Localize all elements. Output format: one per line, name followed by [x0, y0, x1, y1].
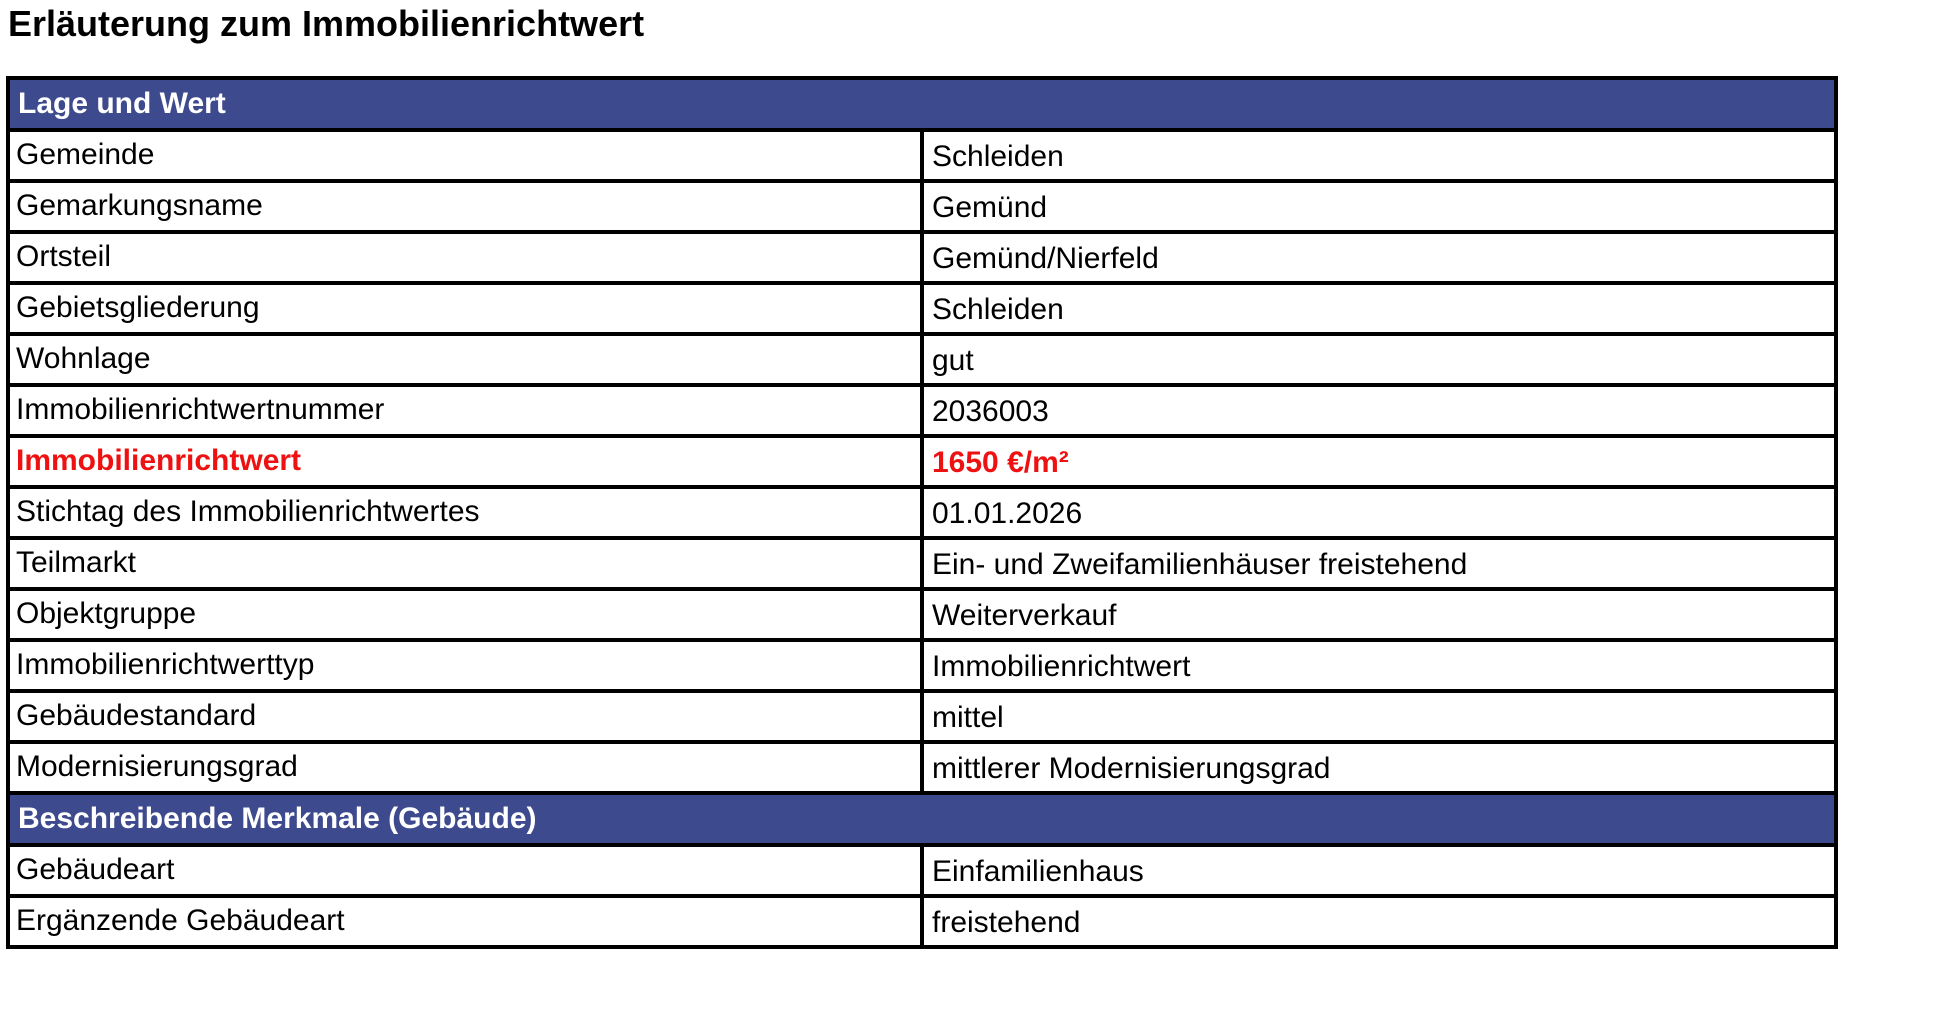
- row-value: gut: [922, 334, 1836, 385]
- row-value: Ein- und Zweifamilienhäuser freistehend: [922, 538, 1836, 589]
- row-value: Immobilienrichtwert: [922, 640, 1836, 691]
- row-label: Gebietsgliederung: [8, 283, 922, 334]
- row-label: Gebäudestandard: [8, 691, 922, 742]
- row-value: freistehend: [922, 896, 1836, 947]
- row-value: mittlerer Modernisierungsgrad: [922, 742, 1836, 793]
- section-heading: Beschreibende Merkmale (Gebäude): [8, 793, 1836, 845]
- table-row-gemarkungsname: [8, 181, 1836, 232]
- table-row-immobilienrichtwerttyp: [8, 640, 1836, 691]
- row-value: mittel: [922, 691, 1836, 742]
- table-row-gebaeudestandard: [8, 691, 1836, 742]
- table-row-gemeinde: [8, 130, 1836, 181]
- row-label: Modernisierungsgrad: [8, 742, 922, 793]
- table-row-gebaeudeart: [8, 845, 1836, 896]
- row-value: Gemünd/Nierfeld: [922, 232, 1836, 283]
- table-row-immobilienrichtwertnummer: [8, 385, 1836, 436]
- page-title: Erläuterung zum Immobilienrichtwert: [8, 3, 645, 44]
- row-label: Wohnlage: [8, 334, 922, 385]
- section-header-beschreibende-merkmale: [8, 793, 1836, 845]
- table-row-immobilienrichtwert: [8, 436, 1836, 487]
- row-label: Gebäudeart: [8, 845, 922, 896]
- row-value: 01.01.2026: [922, 487, 1836, 538]
- section-heading: Lage und Wert: [8, 78, 1836, 130]
- row-label: Objektgruppe: [8, 589, 922, 640]
- row-label: Ergänzende Gebäudeart: [8, 896, 922, 947]
- row-value: Einfamilienhaus: [922, 845, 1836, 896]
- row-label: Gemarkungsname: [8, 181, 922, 232]
- row-value: Weiterverkauf: [922, 589, 1836, 640]
- row-label: Stichtag des Immobilienrichtwertes: [8, 487, 922, 538]
- row-value: Gemünd: [922, 181, 1836, 232]
- row-value: Schleiden: [922, 283, 1836, 334]
- table-row-wohnlage: [8, 334, 1836, 385]
- row-label: Teilmarkt: [8, 538, 922, 589]
- row-value: 1650 €/m²: [922, 436, 1836, 487]
- table-row-gebietsgliederung: [8, 283, 1836, 334]
- row-value: Schleiden: [922, 130, 1836, 181]
- table-row-modernisierungsgrad: [8, 742, 1836, 793]
- table-row-objektgruppe: [8, 589, 1836, 640]
- table-row-ortsteil: [8, 232, 1836, 283]
- info-table: [6, 76, 1838, 949]
- row-label: Immobilienrichtwerttyp: [8, 640, 922, 691]
- section-header-lage-und-wert: [8, 78, 1836, 130]
- row-label: Immobilienrichtwert: [8, 436, 922, 487]
- row-label: Gemeinde: [8, 130, 922, 181]
- table-row-teilmarkt: [8, 538, 1836, 589]
- table-row-stichtag: [8, 487, 1836, 538]
- row-value: 2036003: [922, 385, 1836, 436]
- row-label: Ortsteil: [8, 232, 922, 283]
- row-label: Immobilienrichtwertnummer: [8, 385, 922, 436]
- table-row-ergaenzende-gebaeudeart: [8, 896, 1836, 947]
